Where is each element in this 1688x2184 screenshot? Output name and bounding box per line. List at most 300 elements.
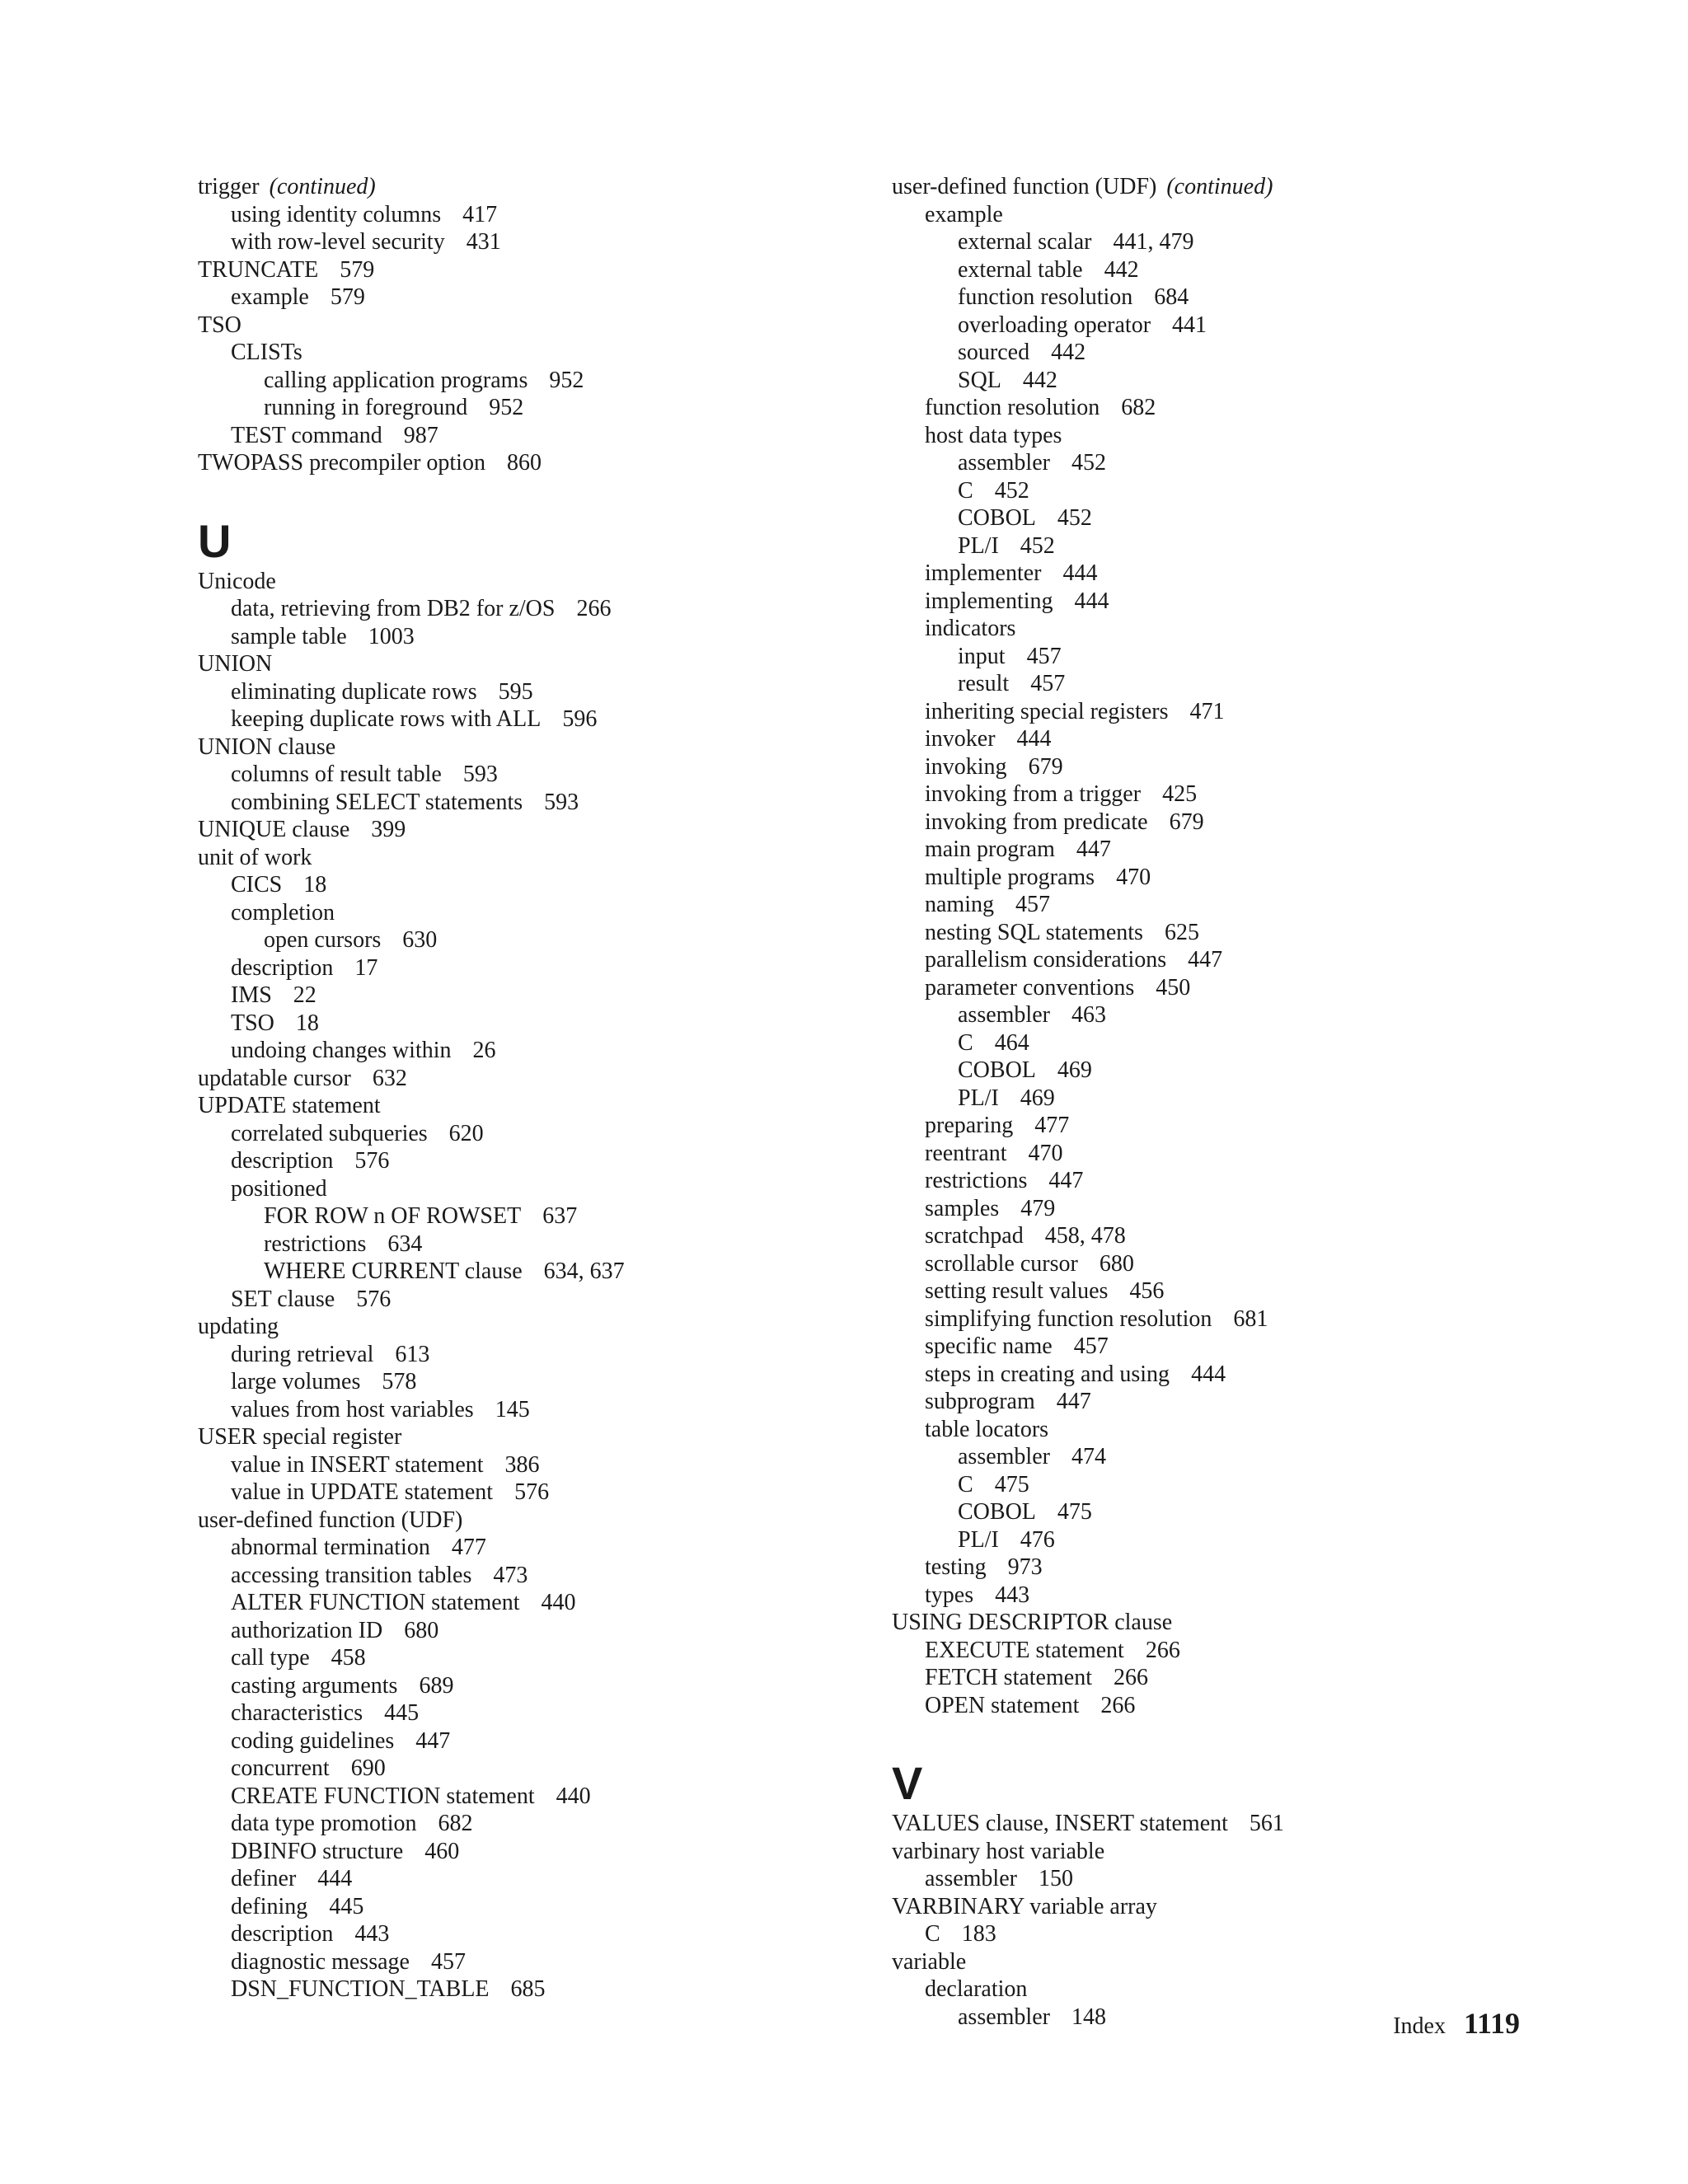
index-term: variable (892, 1948, 967, 1975)
page-reference: 470 (1116, 864, 1151, 890)
index-term: sample table (231, 623, 347, 649)
index-entry (198, 394, 874, 422)
index-term: open cursors (264, 927, 382, 953)
page-reference: 386 (504, 1451, 540, 1478)
index-term: WHERE CURRENT clause (264, 1258, 523, 1284)
index-term: declaration (925, 1976, 1028, 2002)
index-entry (198, 761, 874, 789)
page-reference: 266 (1145, 1637, 1180, 1663)
index-entry (892, 449, 1568, 477)
index-term: table locators (925, 1416, 1049, 1442)
index-entry (892, 394, 1568, 422)
page-reference: 682 (438, 1811, 473, 1836)
index-entry (892, 1333, 1568, 1361)
index-entry (198, 982, 874, 1010)
index-term: COBOL (958, 505, 1036, 531)
index-entry (198, 449, 874, 477)
page-reference: 444 (1016, 726, 1052, 752)
index-entry (892, 1195, 1568, 1223)
index-term: nesting SQL statements (925, 919, 1143, 945)
footer-label: Index (1393, 2013, 1446, 2039)
index-term: assembler (958, 1002, 1050, 1028)
index-entry (198, 568, 874, 596)
index-term: columns of result table (231, 762, 442, 787)
index-entry (892, 1948, 1568, 1976)
index-entry (198, 1589, 874, 1617)
page-reference: 22 (293, 982, 316, 1008)
index-term: specific name (925, 1333, 1053, 1359)
continued-label: (continued) (269, 174, 376, 199)
index-term: running in foreground (264, 395, 468, 420)
index-term: correlated subqueries (231, 1120, 428, 1146)
index-term: invoking from predicate (925, 808, 1148, 835)
index-entry (892, 1277, 1568, 1305)
page-reference: 685 (510, 1976, 546, 2002)
index-term: UNION (198, 651, 273, 677)
index-term: diagnostic message (231, 1948, 410, 1975)
page-reference: 463 (1071, 1002, 1106, 1028)
index-entry (198, 339, 874, 367)
page-reference: 596 (562, 706, 598, 732)
page-reference: 684 (1154, 284, 1189, 310)
index-term: value in UPDATE statement (231, 1479, 494, 1505)
index-entry (198, 1175, 874, 1203)
page-reference: 442 (1104, 256, 1139, 283)
index-term: TSO (231, 1010, 274, 1036)
index-term: naming (925, 892, 994, 917)
index-entry (198, 312, 874, 340)
index-term: PL/I (958, 532, 999, 559)
page-reference: 561 (1249, 1811, 1284, 1836)
index-entry (198, 1672, 874, 1700)
index-column-right (892, 173, 1568, 2031)
page-reference: 148 (1071, 2004, 1106, 2030)
index-entry (892, 1920, 1568, 1948)
index-entry (892, 367, 1568, 395)
page-reference: 457 (1073, 1333, 1109, 1359)
index-term: data, retrieving from DB2 for z/OS (231, 596, 556, 621)
index-entry (198, 1534, 874, 1562)
page-reference: 469 (1057, 1057, 1092, 1083)
index-entry (198, 1783, 874, 1811)
page-reference: 442 (1051, 340, 1086, 365)
index-term: external table (958, 256, 1083, 283)
index-entry (892, 504, 1568, 532)
page-reference: 593 (544, 789, 579, 815)
index-term: OPEN statement (925, 1692, 1080, 1718)
index-entry (892, 1085, 1568, 1113)
index-entry (198, 1230, 874, 1258)
index-entry (892, 477, 1568, 505)
index-entry (198, 1037, 874, 1065)
index-term: TRUNCATE (198, 256, 319, 283)
index-entry (892, 836, 1568, 864)
index-entry (198, 733, 874, 762)
index-term: concurrent (231, 1755, 330, 1781)
page-reference: 634, 637 (543, 1258, 625, 1284)
index-entry (892, 1692, 1568, 1720)
index-term: invoking from a trigger (925, 781, 1142, 807)
page-reference: 440 (556, 1783, 591, 1809)
page-reference: 682 (1121, 395, 1156, 420)
index-term: indicators (925, 616, 1016, 641)
page-reference: 447 (1048, 1168, 1084, 1193)
index-term: assembler (958, 2004, 1050, 2030)
page-reference: 460 (424, 1838, 460, 1864)
page-reference: 952 (489, 395, 524, 420)
index-term: multiple programs (925, 864, 1095, 890)
index-entry (198, 1507, 874, 1535)
index-entry (892, 1222, 1568, 1250)
page-footer (1393, 2006, 1520, 2041)
page-reference: 593 (462, 762, 498, 787)
index-term: call type (231, 1645, 310, 1671)
page-reference: 447 (1076, 837, 1111, 862)
index-entry (198, 1451, 874, 1479)
page-reference: 634 (387, 1230, 423, 1257)
index-term: completion (231, 899, 335, 926)
page-reference: 576 (354, 1148, 390, 1174)
index-term: preparing (925, 1113, 1014, 1138)
index-term: unit of work (198, 844, 312, 870)
index-entry (198, 844, 874, 872)
index-entry (892, 1305, 1568, 1333)
index-entry (198, 1755, 874, 1783)
index-term: UNIQUE clause (198, 817, 350, 842)
index-entry (198, 954, 874, 982)
index-term: authorization ID (231, 1617, 383, 1643)
index-entry (198, 173, 874, 201)
index-entry (198, 789, 874, 817)
index-entry (198, 678, 874, 706)
index-term: result (958, 671, 1010, 696)
index-term: positioned (231, 1175, 327, 1202)
page-reference: 150 (1038, 1866, 1073, 1891)
page-reference: 447 (415, 1727, 451, 1754)
page-reference: 18 (295, 1010, 319, 1036)
page-reference: 440 (541, 1590, 576, 1615)
index-entry (198, 650, 874, 678)
index-entry (892, 256, 1568, 284)
index-term: TWOPASS precompiler option (198, 450, 485, 476)
index-entry (198, 1120, 874, 1148)
index-term: restrictions (264, 1230, 367, 1257)
page-reference: 595 (498, 678, 533, 705)
index-term: FOR ROW n OF ROWSET (264, 1203, 522, 1229)
index-term: defining (231, 1893, 308, 1919)
index-term: eliminating duplicate rows (231, 678, 477, 705)
page-reference: 578 (382, 1369, 417, 1394)
index-entry (198, 422, 874, 450)
index-entry (892, 1526, 1568, 1554)
index-term: DSN_FUNCTION_TABLE (231, 1976, 490, 2002)
index-entry (892, 1975, 1568, 2004)
index-entry (198, 284, 874, 312)
index-term: combining SELECT statements (231, 789, 523, 815)
index-term: casting arguments (231, 1672, 398, 1699)
page-reference: 399 (371, 817, 406, 842)
index-term: parallelism considerations (925, 947, 1167, 972)
index-entry (198, 1562, 874, 1590)
page-reference: 1003 (368, 623, 415, 649)
index-term: undoing changes within (231, 1038, 452, 1063)
index-entry (892, 1140, 1568, 1168)
index-term: testing (925, 1554, 987, 1580)
index-term: accessing transition tables (231, 1562, 472, 1588)
index-term: inheriting special registers (925, 698, 1169, 724)
index-entry (892, 1582, 1568, 1610)
index-entry (892, 725, 1568, 753)
index-term: C (925, 1921, 940, 1947)
index-entry (198, 1258, 874, 1286)
index-entry (892, 201, 1568, 229)
index-term: types (925, 1582, 974, 1608)
page-reference: 458 (331, 1645, 366, 1671)
index-entry (198, 1644, 874, 1672)
index-term: UPDATE statement (198, 1093, 381, 1118)
index-term: reentrant (925, 1140, 1007, 1166)
index-entry (892, 1250, 1568, 1278)
page-reference: 680 (404, 1617, 439, 1643)
index-term: example (231, 284, 309, 310)
page-reference: 145 (495, 1396, 530, 1422)
page-reference: 445 (384, 1700, 420, 1726)
index-entry (198, 201, 874, 229)
index-entry (892, 670, 1568, 698)
index-entry (198, 1920, 874, 1948)
page-reference: 630 (402, 927, 438, 953)
index-term: assembler (958, 1444, 1050, 1469)
index-entry (892, 1838, 1568, 1866)
index-entry (198, 871, 874, 899)
page-reference: 443 (354, 1921, 390, 1947)
index-entry (892, 946, 1568, 974)
index-entry (198, 1010, 874, 1038)
index-term: PL/I (958, 1085, 999, 1111)
index-entry (198, 1975, 874, 2004)
index-term: implementing (925, 588, 1053, 614)
index-entry (892, 1443, 1568, 1471)
index-term: keeping duplicate rows with ALL (231, 706, 542, 732)
index-term: implementer (925, 560, 1042, 586)
index-entry (198, 1727, 874, 1755)
page-reference: 447 (1188, 947, 1223, 972)
page-reference: 431 (466, 229, 501, 255)
index-entry (198, 816, 874, 844)
page-reference: 690 (350, 1755, 386, 1781)
index-term: function resolution (925, 395, 1100, 420)
index-term: UNION clause (198, 733, 336, 760)
index-entry (892, 1471, 1568, 1499)
page-reference: 689 (419, 1672, 454, 1699)
index-term: characteristics (231, 1700, 363, 1726)
page-reference: 860 (506, 450, 542, 476)
page-reference: 987 (403, 422, 438, 448)
index-term: CICS (231, 872, 283, 898)
index-term: assembler (925, 1866, 1017, 1891)
page-reference: 470 (1028, 1140, 1063, 1166)
index-term: calling application programs (264, 367, 528, 393)
page-reference: 425 (1162, 781, 1198, 807)
index-entry (892, 422, 1568, 450)
page-reference: 443 (995, 1582, 1030, 1608)
index-term: samples (925, 1195, 1000, 1221)
index-term: with row-level security (231, 229, 445, 255)
index-entry (198, 1202, 874, 1230)
page-reference: 473 (493, 1562, 528, 1588)
page-reference: 625 (1164, 919, 1199, 945)
index-term: external scalar (958, 229, 1092, 255)
index-entry (198, 899, 874, 927)
index-entry (198, 1838, 874, 1866)
page-reference: 417 (462, 201, 498, 227)
index-entry (892, 560, 1568, 588)
index-entry (198, 1092, 874, 1120)
page-reference: 266 (1113, 1665, 1148, 1690)
index-entry (892, 1167, 1568, 1195)
index-term: Unicode (198, 568, 276, 594)
index-term: scrollable cursor (925, 1250, 1078, 1277)
index-entry (198, 1286, 874, 1314)
page-reference: 475 (994, 1471, 1029, 1497)
index-entry (892, 1001, 1568, 1029)
page-reference: 579 (330, 284, 365, 310)
continued-label: (continued) (1166, 174, 1273, 199)
index-term: description (231, 954, 334, 981)
index-entry (892, 1554, 1568, 1582)
index-entry (892, 1865, 1568, 1893)
page-reference: 973 (1007, 1554, 1043, 1580)
index-term: coding guidelines (231, 1727, 395, 1754)
page-reference: 444 (1074, 588, 1109, 614)
index-entry (892, 698, 1568, 726)
page-reference: 680 (1099, 1250, 1134, 1277)
index-term: C (958, 477, 973, 504)
index-term: subprogram (925, 1389, 1035, 1414)
index-entry (892, 1112, 1568, 1140)
index-entry (198, 1479, 874, 1507)
page-reference: 471 (1189, 698, 1225, 724)
index-entry (892, 1498, 1568, 1526)
index-term: values from host variables (231, 1396, 474, 1422)
index-entry (892, 808, 1568, 837)
page-reference: 442 (1022, 367, 1057, 393)
index-entry (892, 1416, 1568, 1444)
index-term: COBOL (958, 1499, 1036, 1525)
section-heading-v: V (892, 1757, 923, 1809)
index-column-left (198, 173, 874, 2004)
page-reference: 579 (340, 256, 375, 283)
index-entry (198, 623, 874, 651)
index-entry (892, 1893, 1568, 1921)
index-term: abnormal termination (231, 1535, 430, 1560)
index-entry (198, 1810, 874, 1838)
index-entry (892, 1609, 1568, 1637)
page-reference: 464 (994, 1029, 1029, 1056)
index-term: FETCH statement (925, 1665, 1092, 1690)
index-term: steps in creating and using (925, 1361, 1170, 1387)
index-term: ALTER FUNCTION statement (231, 1590, 520, 1615)
index-term: CREATE FUNCTION statement (231, 1783, 535, 1809)
page-reference: 679 (1028, 753, 1063, 780)
index-entry (198, 1948, 874, 1976)
index-entry (892, 1810, 1568, 1838)
index-term: USER special register (198, 1424, 402, 1450)
index-term: setting result values (925, 1278, 1109, 1304)
index-term: PL/I (958, 1526, 999, 1553)
page-reference: 444 (1062, 560, 1098, 586)
page-reference: 576 (514, 1479, 550, 1505)
index-term: invoker (925, 726, 996, 752)
index-entry (198, 228, 874, 256)
index-term: input (958, 643, 1006, 669)
index-term: main program (925, 837, 1055, 862)
index-entry (198, 1617, 874, 1645)
page-reference: 476 (1020, 1526, 1055, 1553)
page-reference: 450 (1156, 974, 1191, 1001)
index-term: large volumes (231, 1369, 361, 1394)
page-reference: 475 (1057, 1499, 1092, 1525)
page-reference: 681 (1233, 1305, 1268, 1332)
page-reference: 457 (1030, 671, 1066, 696)
page-reference: 620 (448, 1120, 484, 1146)
page-reference: 632 (372, 1065, 407, 1091)
index-entry (198, 1368, 874, 1396)
page-reference: 613 (395, 1341, 430, 1367)
index-entry (892, 588, 1568, 616)
index-term: trigger (198, 174, 260, 199)
page-reference: 458, 478 (1044, 1223, 1126, 1249)
page-reference: 17 (354, 954, 378, 981)
index-term: updatable cursor (198, 1065, 351, 1091)
index-entry (198, 1065, 874, 1093)
page-reference: 445 (329, 1893, 364, 1919)
index-entry (892, 974, 1568, 1002)
page-reference: 18 (303, 872, 327, 898)
index-term: function resolution (958, 284, 1133, 310)
index-term: value in INSERT statement (231, 1451, 484, 1478)
index-term: updating (198, 1314, 279, 1339)
page-reference: 457 (1026, 643, 1062, 669)
index-entry (892, 753, 1568, 781)
index-entry (892, 339, 1568, 367)
index-entry (892, 532, 1568, 560)
page-reference: 637 (542, 1203, 578, 1229)
index-term: assembler (958, 450, 1050, 476)
index-entry (198, 1147, 874, 1175)
index-entry (892, 780, 1568, 808)
index-entry (892, 1664, 1568, 1692)
index-entry (198, 595, 874, 623)
index-term: USING DESCRIPTOR clause (892, 1610, 1173, 1635)
page-reference: 266 (1100, 1692, 1136, 1718)
index-term: host data types (925, 422, 1062, 448)
index-term: VARBINARY variable array (892, 1893, 1157, 1919)
section-heading-u: U (198, 514, 232, 567)
index-term: IMS (231, 982, 272, 1008)
page-reference: 452 (994, 477, 1029, 504)
index-term: varbinary host variable (892, 1838, 1105, 1864)
page-reference: 457 (430, 1948, 466, 1975)
index-entry (892, 1388, 1568, 1416)
index-term: example (925, 201, 1003, 227)
index-term: CLISTs (231, 340, 302, 365)
page-reference: 679 (1169, 808, 1204, 835)
index-term: TEST command (231, 422, 382, 448)
index-term: VALUES clause, INSERT statement (892, 1811, 1228, 1836)
index-term: SET clause (231, 1286, 335, 1312)
index-entry (198, 1341, 874, 1369)
